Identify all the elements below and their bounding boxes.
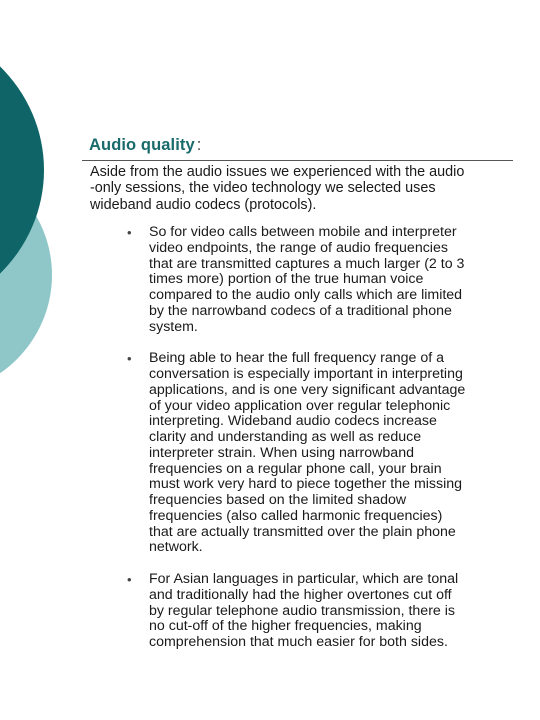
bullet-point-icon: • [127, 351, 132, 367]
bullet-line: video endpoints, the range of audio frequencies [149, 239, 448, 256]
bullet-line: frequencies on a regular phone call, your brain [149, 460, 442, 477]
bullet-line: that are actually transmitted over the plain phone [149, 523, 456, 540]
bullet-line: frequencies (also called harmonic frequencies) [149, 507, 443, 524]
bullet-list [127, 225, 522, 651]
heading-divider [82, 160, 513, 161]
bullet-line: So for video calls between mobile and interpreter [149, 224, 457, 240]
heading-title: Audio quality [89, 136, 195, 154]
slide-decoration [0, 0, 60, 400]
bullet-text [149, 351, 522, 556]
bullet-line: that are transmitted captures a much larger (2 to 3 [149, 255, 465, 272]
bullet-line: conversation is especially important in interpreting [149, 366, 463, 382]
bullet-line: by regular telephone audio transmission, there is [149, 602, 455, 619]
bullet-line: no cut-off of the higher frequencies, making [149, 618, 422, 635]
bullet-line: must work very hard to piece together the missing [149, 476, 463, 493]
bullet-line: comprehension that much easier for both sides. [149, 634, 448, 650]
bullet-text [149, 225, 522, 335]
bullet-item [127, 572, 522, 651]
bullet-line: clarity and understanding as well as reduce [149, 429, 422, 445]
bullet-line: of your video application over regular telephonic [149, 397, 451, 414]
bullet-line: For Asian languages in particular, which are tonal [149, 571, 459, 587]
bullet-point-icon: • [127, 572, 132, 587]
bullet-line: and traditionally had the higher overtones cut off [149, 586, 452, 603]
bullet-line: interpreter strain. When using narrowband [149, 444, 414, 461]
bullet-line: interpreting. Wideband audio codecs increase [149, 413, 437, 430]
bullet-line: system. [149, 318, 198, 335]
intro-line: Aside from the audio issues we experienced with the audio [90, 164, 465, 180]
bullet-line: applications, and is one very significant advantage [149, 381, 466, 398]
intro-paragraph [90, 164, 515, 213]
bullet-line: times more) portion of the true human voice [149, 271, 424, 288]
bullet-line: frequencies based on the limited shadow [149, 492, 407, 508]
bullet-point-icon: • [127, 225, 132, 240]
intro-line: wideband audio codecs (protocols). [90, 196, 317, 213]
bullet-item [127, 351, 522, 556]
bullet-line: network. [149, 539, 203, 556]
bullet-line: compared to the audio only calls which are limited [149, 287, 463, 303]
bullet-text [149, 572, 522, 651]
intro-line: -only sessions, the video technology we selected uses [90, 180, 436, 197]
bullet-line: Being able to hear the full frequency range of a [149, 350, 444, 367]
bullet-line: by the narrowband codecs of a traditional phone [149, 302, 452, 319]
bullet-item [127, 225, 522, 335]
heading-colon: : [196, 136, 202, 154]
slide-heading [89, 136, 201, 155]
